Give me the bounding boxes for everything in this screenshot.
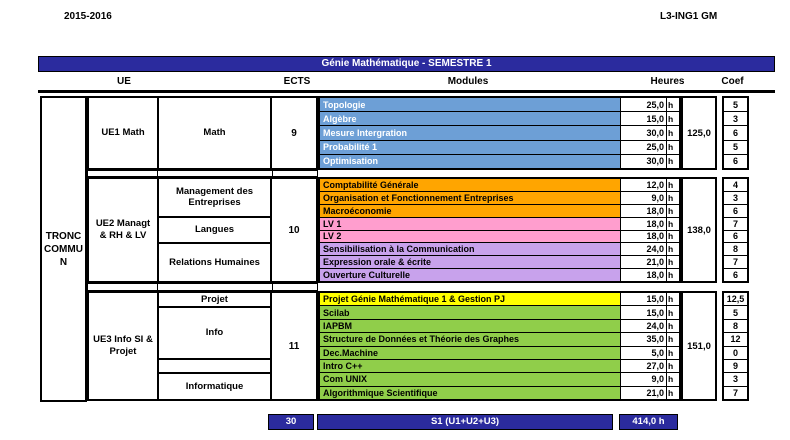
ects-value-cell: 11: [288, 340, 300, 352]
tronc-commun-cell: TRONC COMMUN: [40, 96, 87, 402]
module-name-cell: LV 2: [320, 231, 620, 243]
subgroup-column: [159, 293, 272, 399]
coef-column-box: [722, 177, 749, 283]
coef-value-cell: 3: [724, 192, 747, 205]
hours-unit-cell: h: [666, 155, 679, 168]
hours-unit-cell: h: [666, 387, 679, 399]
module-name-cell: Dec.Machine: [320, 347, 620, 359]
spacer-cell: [273, 284, 317, 290]
module-row: [320, 306, 679, 319]
module-hours-cell: 27,0: [620, 360, 666, 372]
hours-unit-cell: h: [666, 231, 679, 243]
subgroup-column: [159, 98, 272, 168]
coef-value-cell: 8: [724, 320, 747, 333]
module-name-cell: Scilab: [320, 306, 620, 318]
hours-unit-cell: h: [666, 293, 679, 305]
spacer-cell: [88, 284, 158, 290]
header-divider-line: [38, 90, 775, 93]
spacer-cell: [273, 171, 317, 176]
coef-column-box: [722, 291, 749, 401]
subgroup-cell: Langues: [159, 218, 270, 245]
module-row: [320, 243, 679, 256]
module-row: [320, 179, 679, 192]
module-row: [320, 126, 679, 140]
module-row: [320, 192, 679, 205]
module-row: [320, 231, 679, 244]
hours-unit-cell: h: [666, 333, 679, 345]
module-hours-cell: 18,0: [620, 269, 666, 281]
coef-value-cell: 4: [724, 179, 747, 192]
section-hours-total-cell: 138,0: [681, 177, 717, 283]
coef-value-cell: 5: [724, 141, 747, 155]
column-header-ue: UE: [117, 76, 131, 87]
module-hours-cell: 15,0: [620, 112, 666, 125]
module-hours-cell: 25,0: [620, 141, 666, 154]
coef-value-cell: 5: [724, 306, 747, 319]
module-name-cell: Topologie: [320, 98, 620, 111]
hours-unit-cell: h: [666, 360, 679, 372]
module-hours-cell: 25,0: [620, 98, 666, 111]
module-row: [320, 141, 679, 155]
module-row: [320, 387, 679, 399]
coef-value-cell: 8: [724, 243, 747, 256]
ects-value-cell: 10: [288, 224, 300, 236]
coef-column-box: [722, 96, 749, 170]
module-hours-cell: 9,0: [620, 373, 666, 385]
module-row: [320, 256, 679, 269]
subgroup-cell: Projet: [159, 293, 270, 308]
module-hours-cell: 30,0: [620, 155, 666, 168]
module-name-cell: IAPBM: [320, 320, 620, 332]
ue-group-box: [87, 96, 318, 170]
module-name-cell: LV 1: [320, 218, 620, 230]
subgroup-cell: Math: [203, 127, 226, 139]
module-name-cell: Com UNIX: [320, 373, 620, 385]
module-row: [320, 320, 679, 333]
subgroup-cell: Informatique: [185, 380, 244, 392]
module-name-cell: Projet Génie Mathématique 1 & Gestion PJ: [320, 293, 620, 305]
hours-unit-cell: h: [666, 112, 679, 125]
module-name-cell: Comptabilité Générale: [320, 179, 620, 191]
summary-hours-total: 414,0 h: [619, 414, 678, 430]
column-header-heures: Heures: [650, 76, 685, 87]
coef-value-cell: 6: [724, 126, 747, 140]
section-hours-total-cell: 125,0: [681, 96, 717, 170]
module-name-cell: Expression orale & écrite: [320, 256, 620, 268]
hours-unit-cell: h: [666, 320, 679, 332]
module-row: [320, 347, 679, 360]
coef-value-cell: 7: [724, 256, 747, 269]
module-name-cell: Intro C++: [320, 360, 620, 372]
hours-unit-cell: h: [666, 373, 679, 385]
module-hours-cell: 30,0: [620, 126, 666, 139]
program-label: L3-ING1 GM: [660, 11, 718, 22]
coef-value-cell: 6: [732, 270, 738, 281]
module-name-cell: Ouverture Culturelle: [320, 269, 620, 281]
module-hours-cell: 5,0: [620, 347, 666, 359]
module-row: [320, 293, 679, 306]
module-hours-cell: 18,0: [620, 231, 666, 243]
subgroup-cell: Relations Humaines: [169, 256, 260, 268]
module-name-cell: Mesure Intergration: [320, 126, 620, 139]
spacer-cell: [88, 171, 158, 176]
module-name-cell: Organisation et Fonctionnement Entreprises: [320, 192, 620, 204]
ue-group-box: [87, 291, 318, 401]
subgroup-cell: [159, 360, 270, 375]
column-header-modules: Modules: [447, 76, 489, 87]
module-hours-cell: 18,0: [620, 205, 666, 217]
subgroup-cell: Info: [159, 308, 270, 360]
hours-unit-cell: h: [666, 347, 679, 359]
module-hours-cell: 12,0: [620, 179, 666, 191]
module-row: [320, 112, 679, 126]
module-hours-cell: 15,0: [620, 293, 666, 305]
hours-unit-cell: h: [666, 205, 679, 217]
subgroup-column: [159, 179, 272, 281]
column-header-coef: Coef: [721, 76, 744, 87]
coef-value-cell: 3: [724, 112, 747, 126]
hours-unit-cell: h: [666, 218, 679, 230]
module-hours-cell: 18,0: [620, 218, 666, 230]
ue-section-row: [87, 291, 749, 401]
coef-value-cell: 6: [724, 231, 747, 244]
coef-value-cell: 9: [724, 360, 747, 373]
module-row: [320, 360, 679, 373]
module-name-cell: Algèbre: [320, 112, 620, 125]
section-spacer-row: [87, 170, 318, 177]
modules-box: [318, 177, 681, 283]
subgroup-cell: Management des Entreprises: [159, 179, 270, 218]
academic-year-label: 2015-2016: [64, 11, 112, 22]
summary-semester-label: S1 (U1+U2+U3): [317, 414, 613, 430]
coef-value-cell: 0: [724, 347, 747, 360]
module-row: [320, 269, 679, 281]
module-row: [320, 333, 679, 346]
module-hours-cell: 15,0: [620, 306, 666, 318]
module-name-cell: Probabilité 1: [320, 141, 620, 154]
ects-value-cell: 9: [291, 127, 297, 139]
module-name-cell: Macroéconomie: [320, 205, 620, 217]
coef-value-cell: 12: [724, 333, 747, 346]
section-hours-total-cell: 151,0: [681, 291, 717, 401]
module-hours-cell: 9,0: [620, 192, 666, 204]
module-hours-cell: 24,0: [620, 243, 666, 255]
coef-value-cell: 6: [732, 156, 738, 167]
ue-name-cell: UE3 Info SI & Projet: [89, 293, 159, 399]
module-row: [320, 218, 679, 231]
coef-value-cell: 6: [724, 205, 747, 218]
hours-unit-cell: h: [666, 126, 679, 139]
coef-value-cell: 7: [732, 387, 738, 398]
module-row: [320, 155, 679, 168]
hours-unit-cell: h: [666, 269, 679, 281]
spacer-cell: [158, 284, 273, 290]
module-hours-cell: 24,0: [620, 320, 666, 332]
coef-value-cell: 7: [724, 218, 747, 231]
modules-box: [318, 291, 681, 401]
hours-unit-cell: h: [666, 243, 679, 255]
column-header-ects: ECTS: [283, 76, 311, 87]
hours-unit-cell: h: [666, 141, 679, 154]
modules-box: [318, 96, 681, 170]
module-name-cell: Algorithmique Scientifique: [320, 387, 620, 399]
module-hours-cell: 21,0: [620, 387, 666, 399]
ue-name-cell: UE2 Managt & RH & LV: [89, 179, 159, 281]
coef-value-cell: 3: [724, 373, 747, 386]
module-hours-cell: 35,0: [620, 333, 666, 345]
module-row: [320, 373, 679, 386]
module-name-cell: Sensibilisation à la Communication: [320, 243, 620, 255]
module-name-cell: Structure de Données et Théorie des Graphes: [320, 333, 620, 345]
module-row: [320, 98, 679, 112]
ue-section-row: [87, 177, 749, 283]
module-row: [320, 205, 679, 218]
coef-value-cell: 5: [724, 98, 747, 112]
hours-unit-cell: h: [666, 192, 679, 204]
ue-section-row: [87, 96, 749, 170]
coef-value-cell: 12,5: [724, 293, 747, 306]
hours-unit-cell: h: [666, 98, 679, 111]
module-name-cell: Optimisation: [320, 155, 620, 168]
semester-title-bar: Génie Mathématique - SEMESTRE 1: [38, 56, 775, 72]
hours-unit-cell: h: [666, 256, 679, 268]
hours-unit-cell: h: [666, 179, 679, 191]
ue-group-box: [87, 177, 318, 283]
section-spacer-row: [87, 283, 318, 291]
ue-name-cell: UE1 Math: [89, 98, 159, 168]
module-hours-cell: 21,0: [620, 256, 666, 268]
spacer-cell: [158, 171, 273, 176]
hours-unit-cell: h: [666, 306, 679, 318]
summary-ects-total: 30: [268, 414, 314, 430]
